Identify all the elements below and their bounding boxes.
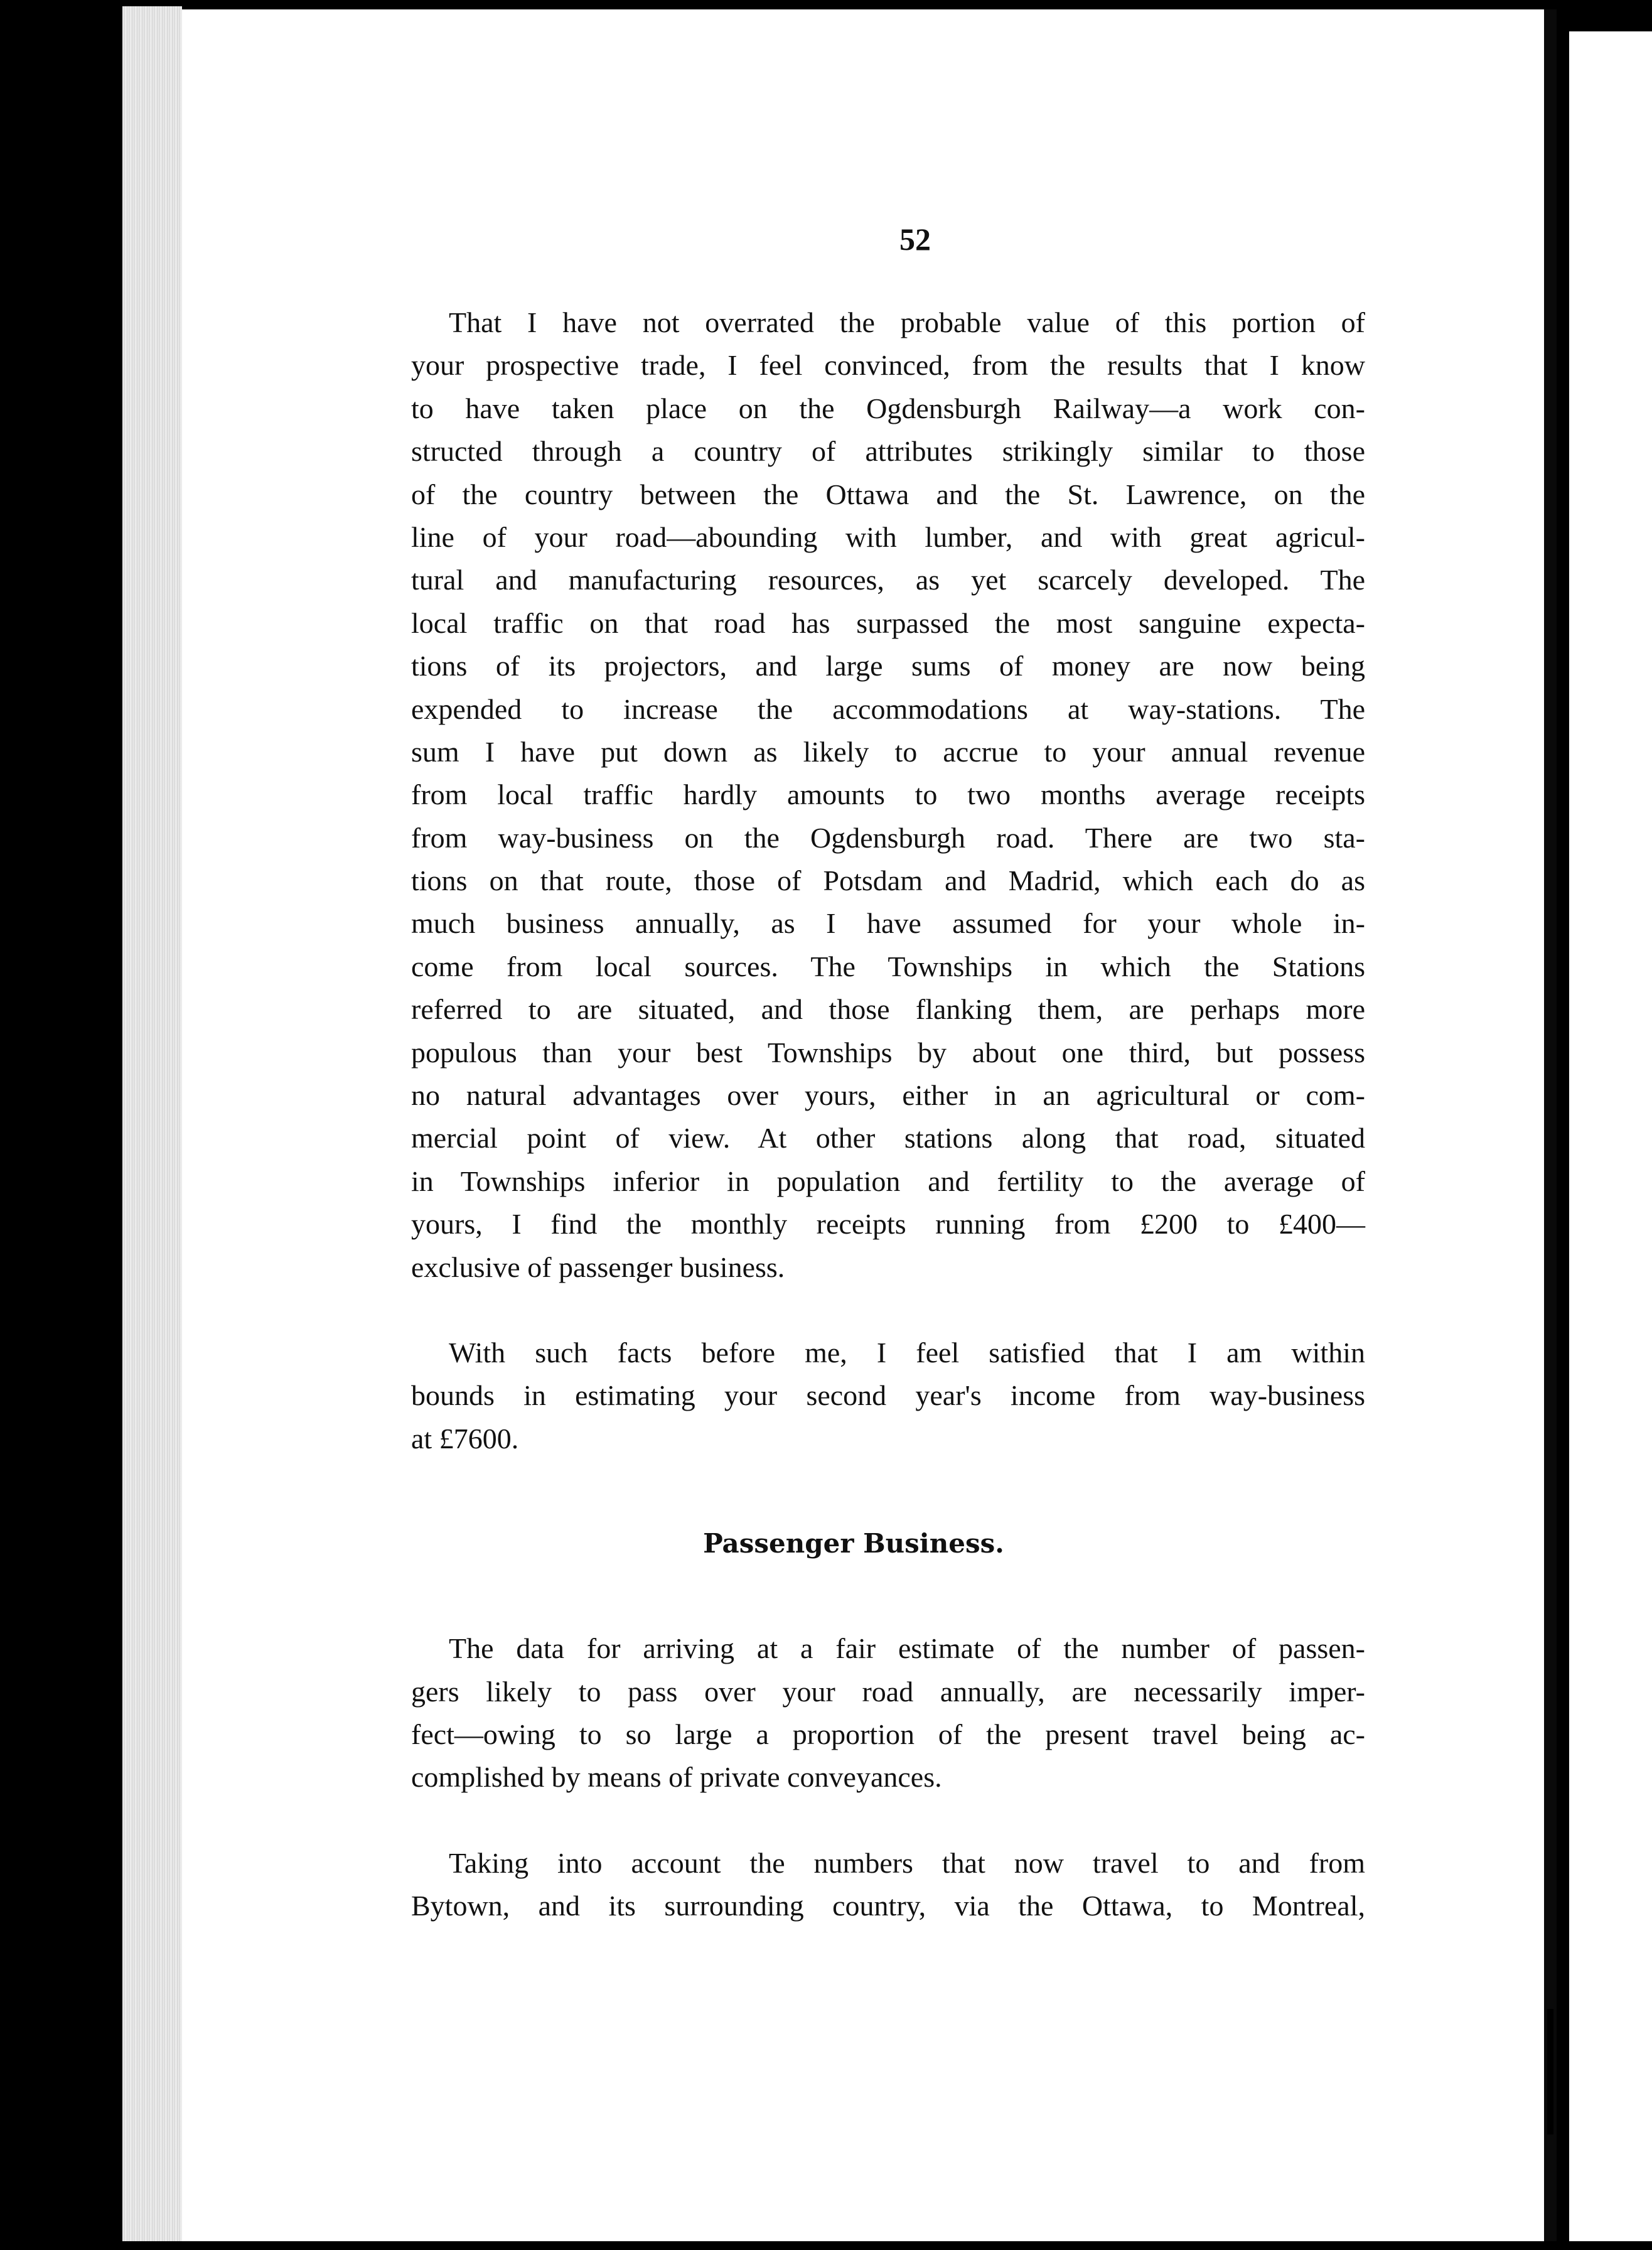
text-line: exclusive of passenger business. xyxy=(411,1251,785,1283)
text-line: tions of its projectors, and large sums of money are now being xyxy=(411,650,1365,682)
paragraph-gap xyxy=(411,1289,1365,1332)
text-line: mercial point of view. At other stations along that road, situated xyxy=(411,1122,1365,1155)
text-line: local traffic on that road has surpassed the most sanguine expecta- xyxy=(411,606,1365,639)
text-line: That I have not overrated the probable value of this portion of xyxy=(449,306,1365,338)
text-line: complished by means of private conveyances. xyxy=(411,1761,942,1794)
text-line: your prospective trade, I feel convinced, from the results that I know xyxy=(411,349,1365,382)
text-line: With such facts before me, I feel satisfied that I am within xyxy=(449,1336,1365,1369)
text-line: come from local sources. The Townships in which the Stations xyxy=(411,950,1365,982)
text-line: at £7600. xyxy=(411,1422,519,1455)
text-line: Taking into account the numbers that now travel to and from xyxy=(449,1846,1365,1879)
text-line: structed through a country of attributes strikingly similar to those xyxy=(411,435,1365,468)
page-number: 52 xyxy=(899,222,931,257)
text-line: The data for arriving at a fair estimate of the number of passen- xyxy=(449,1632,1365,1665)
text-line: gers likely to pass over your road annually, are necessarily imper- xyxy=(411,1675,1365,1708)
paragraph-gap xyxy=(411,1799,1365,1842)
text-line: much business annually, as I have assumed for your whole in- xyxy=(411,907,1365,940)
paragraph-2 xyxy=(411,1332,1365,1460)
text-line: from local traffic hardly amounts to two months average receipts xyxy=(411,778,1365,811)
paragraph-4 xyxy=(411,1842,1365,1928)
section-heading: Passenger Business. xyxy=(703,1528,1004,1559)
text-line: referred to are situated, and those flanking them, are perhaps more xyxy=(411,993,1365,1026)
binding-mark xyxy=(1547,2009,1553,2134)
text-line: fect—owing to so large a proportion of the present travel being ac- xyxy=(411,1718,1365,1750)
text-line: of the country between the Ottawa and the St. Lawrence, on the xyxy=(411,478,1365,510)
text-line: from way-business on the Ogdensburgh road. There are two sta- xyxy=(411,821,1365,854)
text-line: tural and manufacturing resources, as yet scarcely developed. The xyxy=(411,564,1365,596)
text-line: sum I have put down as likely to accrue to your annual revenue xyxy=(411,735,1365,768)
paragraph-3 xyxy=(411,1627,1365,1799)
paragraph-1 xyxy=(411,301,1365,1289)
text-line: yours, I find the monthly receipts running from £200 to £400— xyxy=(411,1208,1365,1241)
paragraph-gap xyxy=(411,1460,1365,1503)
book-page-edges xyxy=(122,6,182,2241)
book-gutter xyxy=(1544,9,1557,2241)
text-line: to have taken place on the Ogdensburgh Railway—a work con- xyxy=(411,392,1365,424)
text-line: line of your road—abounding with lumber, and with great agricul- xyxy=(411,520,1365,553)
paragraph-gap xyxy=(411,1585,1365,1627)
text-line: bounds in estimating your second year's income from way-business xyxy=(411,1379,1365,1412)
text-line: populous than your best Townships by about one third, but possess xyxy=(411,1036,1365,1068)
text-line: expended to increase the accommodations at way-stations. The xyxy=(411,692,1365,725)
text-line: no natural advantages over yours, either in an agricultural or com- xyxy=(411,1079,1365,1112)
text-line: in Townships inferior in population and fertility to the average of xyxy=(411,1165,1365,1197)
text-line: Bytown, and its surrounding country, via the Ottawa, to Montreal, xyxy=(411,1890,1365,1922)
adjacent-page-sliver xyxy=(1569,31,1652,2241)
body-text xyxy=(411,301,1365,1928)
text-line: tions on that route, those of Potsdam and Madrid, which each do as xyxy=(411,864,1365,897)
